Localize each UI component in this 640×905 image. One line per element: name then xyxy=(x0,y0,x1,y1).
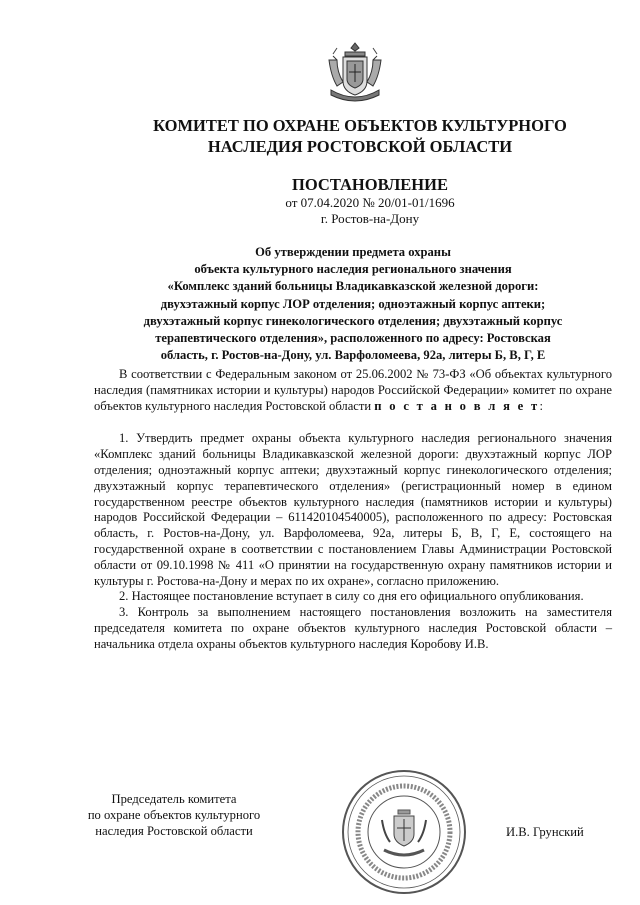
document-meta xyxy=(100,195,640,227)
document-body xyxy=(94,367,612,653)
signatory-name: И.В. Грунский xyxy=(506,825,584,839)
issuing-authority xyxy=(80,115,640,157)
document-subject xyxy=(94,244,612,364)
subject-line-1: Об утверждении предмета охраны xyxy=(255,245,451,259)
date-number: от 07.04.2020 № 20/01-01/1696 xyxy=(285,195,455,210)
subject-line-7: область, г. Ростов-на-Дону, ул. Варфоломеева, 92а, литеры Б, В, Г, Е xyxy=(160,348,546,363)
resolves-word: п о с т а н о в л я е т xyxy=(374,398,540,413)
position-line-3: наследия Ростовской области xyxy=(95,824,253,838)
subject-line-2: объекта культурного наследия регионального значения xyxy=(194,262,512,277)
org-line-1: КОМИТЕТ ПО ОХРАНЕ ОБЪЕКТОВ КУЛЬТУРНОГО xyxy=(153,116,567,135)
subject-line-3: «Комплекс зданий больницы Владикавказской железной дороги: xyxy=(167,279,539,294)
position-line-1: Председатель комитета xyxy=(111,792,237,806)
subject-line-6: терапевтического отделения», расположенного по адресу: Ростовская xyxy=(155,331,551,346)
city: г. Ростов-на-Дону xyxy=(320,211,420,226)
preamble-colon: : xyxy=(539,398,543,413)
subject-line-4: двухэтажный корпус ЛОР отделения; одноэтажный корпус аптеки; xyxy=(160,296,546,311)
official-seal-icon xyxy=(340,768,468,896)
item-1: 1. Утвердить предмет охраны объекта культурного наследия регионального значения «Комплекс зданий больницы Владикавказской железной дороги: двухэтажный корпус ЛОР отделения; одноэтажный корпус аптеки; двухэтажный корпус гинекологического отделения; двухэтажный корпус терапевтического отделения» (регистрационный номер в едином государственном реестре объектов культурного наследия (памятников истории и культуры) народов Российской Федерации – 611420104540005), расположенного по адресу: Ростовская область, г. Ростов-на-Дону, ул. Варфоломеева, 92а, литеры Б, В, Г, Е, состоящего на государственной охране в соответствии с постановлением Главы Администрации Ростовской области от 09.10.1998 № 411 «О принятии на государственную охрану памятников истории и культуры г. Ростова-на-Дону и мерах по их охране», согласно приложению. xyxy=(94,431,612,588)
preamble-paragraph xyxy=(94,367,612,414)
document-type: ПОСТАНОВЛЕНИЕ xyxy=(292,175,448,194)
subject-line-5: двухэтажный корпус гинекологического отделения; двухэтажный корпус xyxy=(143,313,563,328)
position-line-2: по охране объектов культурного xyxy=(87,808,261,822)
signatory-position xyxy=(84,791,264,839)
coat-of-arms-icon xyxy=(323,40,387,106)
org-line-2: НАСЛЕДИЯ РОСТОВСКОЙ ОБЛАСТИ xyxy=(207,137,513,156)
preamble-text: В соответствии с Федеральным законом от 25.06.2002 № 73-ФЗ «Об объектах культурного наследия (памятниках истории и культуры) народов Российской Федерации» комитет по охране объектов культурного наследия Ростовской области xyxy=(94,367,612,413)
item-3: 3. Контроль за выполнением настоящего постановления возложить на заместителя председателя комитета по охране объектов культурного наследия Ростовской области – начальника отдела охраны объектов культурного наследия Коробову И.В. xyxy=(94,605,612,651)
item-2: 2. Настоящее постановление вступает в силу со дня его официального опубликования. xyxy=(119,589,584,604)
